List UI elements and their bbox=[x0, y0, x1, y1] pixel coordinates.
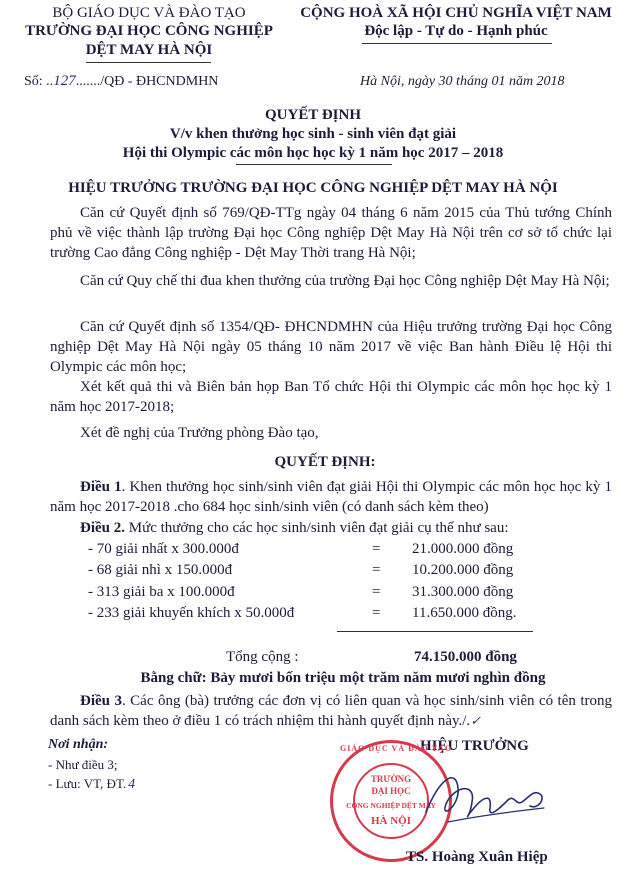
article-2 bbox=[50, 518, 612, 538]
recipients-heading: Nơi nhận: bbox=[48, 737, 109, 752]
subject-line-2: Hội thi Olympic các môn học học kỳ 1 năm học 2017 – 2018 bbox=[122, 145, 504, 161]
recipient-initial-mark: 4 bbox=[128, 777, 136, 792]
seal-text-line: ĐẠI HỌC bbox=[371, 786, 411, 796]
article-3-label: Điều 3 bbox=[80, 693, 122, 709]
preamble-paragraph: Căn cứ Quyết định số 1354/QĐ- ĐHCNDMHN của Hiệu trưởng trường Đại học Công nghiệp Dệt May Hà Nội ngày 05 tháng 10 năm 2017 về việc Ban hành Điều lệ Hội thi Olympic các môn học; bbox=[50, 319, 612, 375]
university-name-line1: TRƯỜNG ĐẠI HỌC CÔNG NGHIỆP bbox=[25, 23, 273, 39]
prize-equals: = bbox=[372, 562, 381, 578]
recipient-item-text: - Lưu: VT, ĐT. bbox=[48, 776, 127, 791]
place-and-date: Hà Nội, ngày 30 tháng 01 năm 2018 bbox=[360, 74, 565, 89]
article-2-label: Điều 2. bbox=[80, 520, 125, 536]
document-number-handwritten: 127 bbox=[53, 73, 76, 89]
subject-line-1: V/v khen thưởng học sinh - sinh viên đạt giải bbox=[169, 126, 457, 142]
signer-name: TS. Hoàng Xuân Hiệp bbox=[406, 849, 548, 865]
prize-amount: 21.000.000 đồng bbox=[412, 541, 514, 557]
country-name: CỘNG HOÀ XÃ HỘI CHỦ NGHĨA VIỆT NAM bbox=[300, 5, 612, 21]
prize-description: - 313 giải ba x 100.000đ bbox=[88, 584, 235, 600]
recipient-item: - Như điều 3; bbox=[48, 757, 118, 772]
handwritten-signature bbox=[418, 760, 558, 840]
total-rule bbox=[337, 631, 533, 632]
article-3-text: . Các ông (bà) trưởng các đơn vị có liên quan và học sinh/sinh viên có tên trong danh sách kèm theo ở điều 1 có trách nhiệm thi hành quyết định này./. bbox=[50, 693, 613, 729]
document-number bbox=[24, 73, 218, 90]
preamble-paragraph: Xét kết quả thi và Biên bản họp Ban Tổ chức Hội thi Olympic các môn học học kỳ 1 năm học 2017-2018; bbox=[50, 379, 612, 415]
article-2-text: Mức thưởng cho các học sinh/sinh viên đạt giải cụ thể như sau: bbox=[125, 520, 509, 536]
prize-amount: 11.650.000 đồng. bbox=[412, 605, 517, 621]
seal-text-line: HÀ NỘI bbox=[370, 815, 412, 827]
article-1-label: Điều 1 bbox=[80, 479, 122, 495]
header-right-underline bbox=[362, 43, 552, 44]
prize-equals: = bbox=[372, 541, 381, 557]
amount-in-words: Bằng chữ: Bảy mươi bốn triệu một trăm năm mươi nghìn đồng bbox=[140, 670, 546, 686]
article-1 bbox=[50, 477, 612, 517]
article-3-initial-mark: ✓ bbox=[470, 713, 482, 728]
seal-top-text: GIÁO DỤC VÀ ĐÀO TẠO bbox=[340, 744, 453, 753]
seal-text-line: CÔNG NGHIỆP DỆT MAY bbox=[346, 801, 436, 810]
article-1-text: . Khen thưởng học sinh/sinh viên đạt giải Hội thi Olympic các môn học học kỳ 1 năm học 2017-2018 .cho 684 học sinh/sinh viên (có danh sách kèm theo) bbox=[50, 479, 613, 515]
article-3 bbox=[50, 691, 612, 731]
prize-description: - 233 giải khuyến khích x 50.000đ bbox=[88, 605, 295, 621]
prize-equals: = bbox=[372, 605, 381, 621]
prize-amount: 10.200.000 đồng bbox=[412, 562, 514, 578]
signer-position: HIỆU TRƯỞNG bbox=[420, 738, 529, 754]
total-label: Tổng cộng : bbox=[226, 649, 299, 665]
header-left-underline bbox=[86, 62, 211, 63]
document-title: QUYẾT ĐỊNH bbox=[265, 107, 361, 123]
prize-description: - 70 giải nhất x 300.000đ bbox=[88, 541, 239, 557]
ministry-name: BỘ GIÁO DỤC VÀ ĐÀO TẠO bbox=[52, 5, 246, 21]
subject-underline bbox=[236, 164, 392, 165]
preamble-paragraph: Xét đề nghị của Trưởng phòng Đào tạo, bbox=[80, 425, 319, 441]
total-value: 74.150.000 đồng bbox=[414, 649, 517, 665]
national-motto: Độc lập - Tự do - Hạnh phúc bbox=[364, 23, 548, 39]
document-number-prefix: Số: .. bbox=[24, 74, 54, 89]
recipient-item bbox=[48, 776, 135, 793]
prize-description: - 68 giải nhì x 150.000đ bbox=[88, 562, 233, 578]
seal-text-line: TRƯỜNG bbox=[370, 774, 412, 784]
issuing-authority: HIỆU TRƯỞNG TRƯỜNG ĐẠI HỌC CÔNG NGHIỆP DỆT MAY HÀ NỘI bbox=[68, 180, 558, 196]
preamble-paragraph: Căn cứ Quy chế thi đua khen thưởng của trường Đại học Công nghiệp Dệt May Hà Nội; bbox=[80, 273, 610, 289]
decision-heading: QUYẾT ĐỊNH: bbox=[274, 454, 376, 470]
document-number-suffix: ......./QĐ - ĐHCNDMHN bbox=[75, 74, 219, 89]
preamble-paragraph: Căn cứ Quyết định số 769/QĐ-TTg ngày 04 tháng 6 năm 2015 của Thủ tướng Chính phủ về việc thành lập trường Đại học Công nghiệp Dệt May Hà Nội trên cơ sở tổ chức lại trường Cao đẳng Công nghiệp - Dệt May Thời trang Hà Nội; bbox=[50, 205, 612, 261]
university-name-line2: DỆT MAY HÀ NỘI bbox=[85, 42, 213, 58]
prize-equals: = bbox=[372, 584, 381, 600]
prize-amount: 31.300.000 đồng bbox=[412, 584, 514, 600]
